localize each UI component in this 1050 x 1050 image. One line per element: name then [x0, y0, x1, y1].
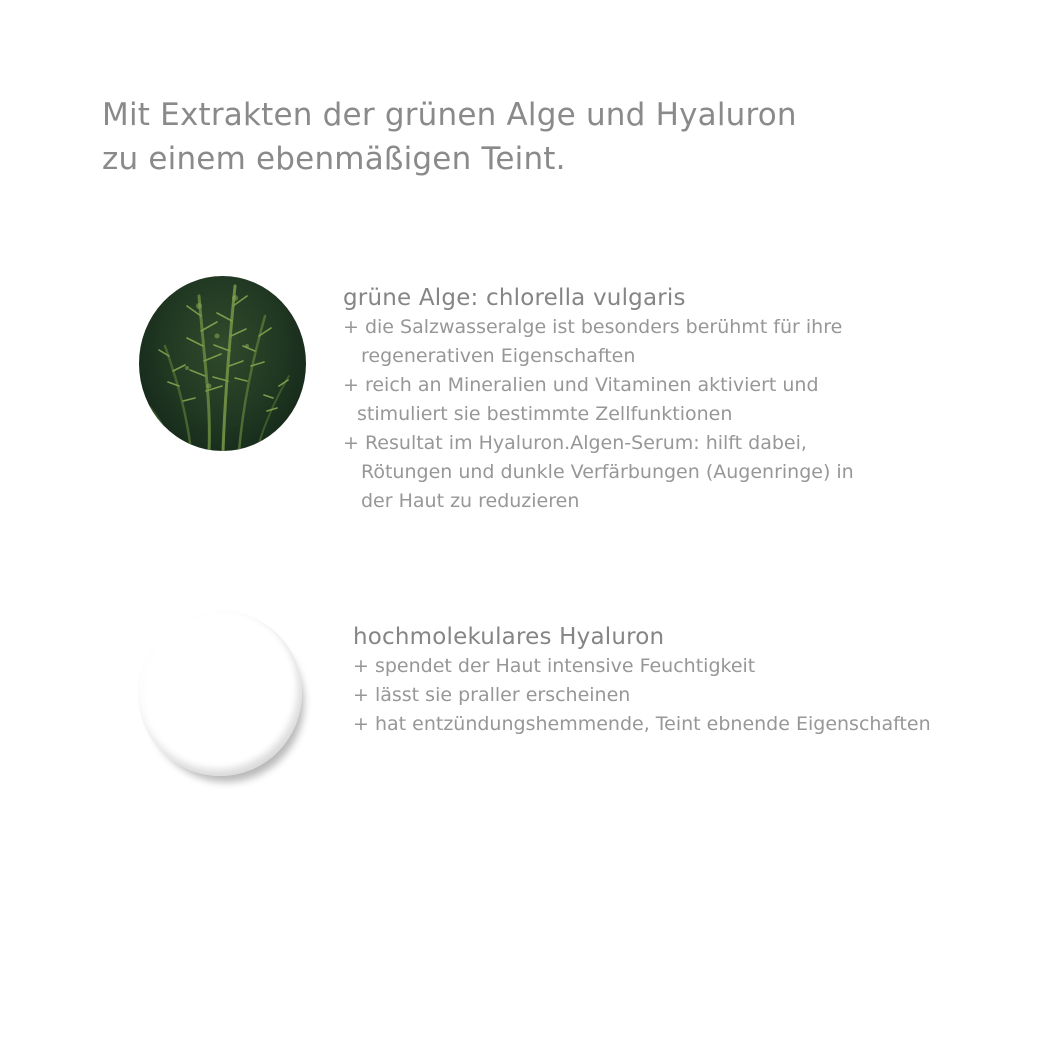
- hyaluron-title: hochmolekulares Hyaluron: [353, 624, 665, 650]
- list-item: [343, 429, 854, 516]
- hyaluron-bullet-list: [353, 652, 931, 739]
- algae-title: grüne Alge: chlorella vulgaris: [343, 285, 686, 311]
- page-headline: [102, 93, 1002, 181]
- list-item: [343, 371, 854, 429]
- headline-line-1: Mit Extrakten der grünen Alge und Hyaluron: [102, 97, 797, 133]
- hyaluron-info-block: [353, 622, 931, 739]
- bullet-text: Rötungen und dunkle Verfärbungen (Augenringe) in: [361, 461, 854, 483]
- bullet-text: + die Salzwasseralge ist besonders berühmt für ihre: [343, 316, 843, 338]
- algae-bullet-list: [343, 313, 854, 516]
- algae-photo-icon: [139, 276, 306, 451]
- bullet-text: regenerativen Eigenschaften: [361, 345, 636, 367]
- bullet-text: + Resultat im Hyaluron.Algen-Serum: hilft dabei,: [343, 432, 807, 454]
- drop-highlight: [160, 624, 220, 652]
- list-item: + lässt sie praller erscheinen: [353, 684, 631, 706]
- water-drop-icon: [138, 610, 302, 776]
- list-item: + hat entzündungshemmende, Teint ebnende Eigenschaften: [353, 713, 931, 735]
- bullet-text: + reich an Mineralien und Vitaminen aktiviert und: [343, 374, 819, 396]
- bullet-text: der Haut zu reduzieren: [361, 490, 580, 512]
- bullet-text: stimuliert sie bestimmte Zellfunktionen: [357, 403, 733, 425]
- headline-line-2: zu einem ebenmäßigen Teint.: [102, 141, 566, 177]
- list-item: [343, 313, 854, 371]
- list-item: + spendet der Haut intensive Feuchtigkeit: [353, 655, 756, 677]
- algae-info-block: [343, 283, 854, 516]
